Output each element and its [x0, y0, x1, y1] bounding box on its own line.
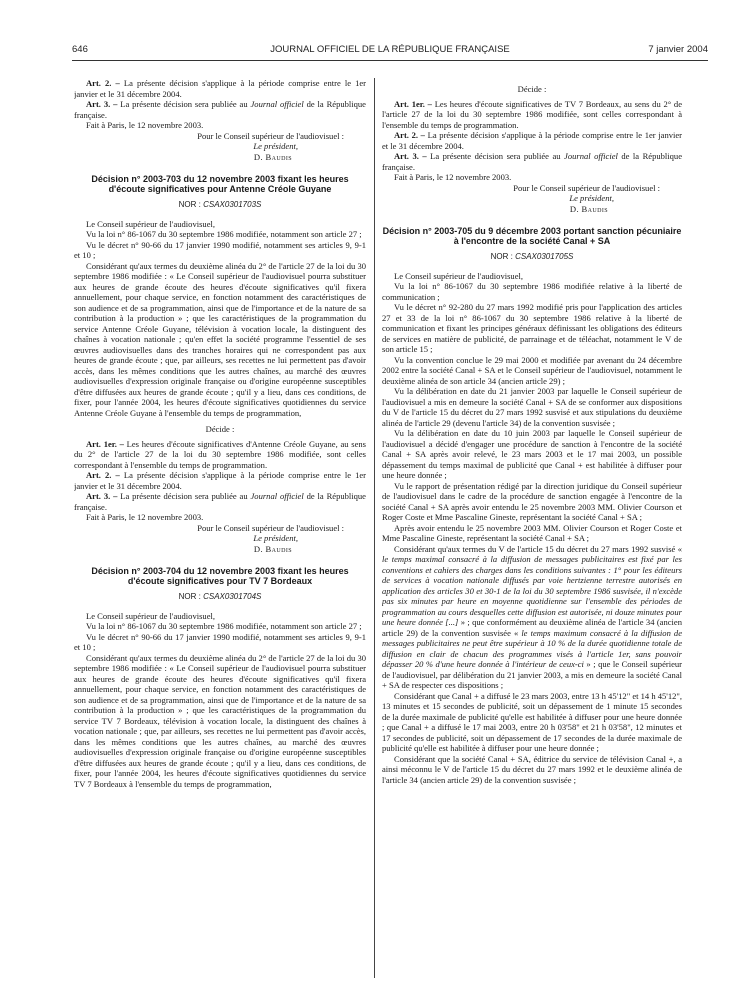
d703-article-1: Art. 1er. – Les heures d'écoute significatives d'Antenne Créole Guyane, au sens du 2° de l'article 27 de la loi du 30 septembre 1986 modifiée, sont celles correspondant à l'ensemble du temps de programmation.	[74, 438, 366, 470]
d703-fait: Fait à Paris, le 12 novembre 2003.	[86, 512, 204, 522]
page-header	[72, 44, 708, 60]
signature-pour: Pour le Conseil supérieur de l'audiovisuel :	[197, 130, 344, 141]
d704-fait: Fait à Paris, le 12 novembre 2003.	[394, 172, 512, 182]
fait-a-paris: Fait à Paris, le 12 novembre 2003.	[86, 120, 204, 130]
d703-signature-name: D. Baudis	[253, 543, 292, 554]
d704-signature-president: Le président,	[569, 193, 614, 203]
decision-705-nor: NOR : CSAX0301705S	[490, 252, 574, 261]
decision-704-title: Décision n° 2003-704 du 12 novembre 2003 fixant les heures d'écoute significatives pour TV 7 Bordeaux	[91, 566, 349, 586]
d704-article-2: Art. 2. – La présente décision s'applique à la période comprise entre le 1er janvier et le 31 décembre 2004.	[382, 130, 682, 151]
right-column	[382, 78, 682, 982]
article-2: Art. 2. – La présente décision s'applique à la période comprise entre le 1er janvier et le 31 décembre 2004.	[74, 78, 366, 99]
d703-article-2: Art. 2. – La présente décision s'applique à la période comprise entre le 1er janvier et le 31 décembre 2004.	[74, 470, 366, 491]
left-column	[74, 78, 366, 982]
d703-article-3: Art. 3. – La présente décision sera publiée au Journal officiel de la République française.	[74, 491, 366, 512]
column-divider	[374, 78, 375, 978]
article-3: Art. 3. – La présente décision sera publiée au Journal officiel de la République française.	[74, 99, 366, 120]
d705-vu-convention: Vu la convention conclue le 29 mai 2000 et modifiée par avenant du 24 décembre 2002 entre la société Canal + SA et le Conseil supérieur de l'audiovisuel, notamment le deuxième alinéa de son article 34 (ancien article 29) ;	[382, 354, 682, 386]
header-rule	[72, 60, 708, 61]
d705-vu-deliberation-janvier: Vu la délibération en date du 21 janvier 2003 par laquelle le Conseil supérieur de l'audiovisuel a mis en demeure la société Canal + SA de se conformer aux dispositions du V de l'article 15 du décret du 27 mars 1992 susvisé et aux stipulations du deuxième alinéa de l'article 29 (devenu l'article 34) de la convention susvisée ;	[382, 386, 682, 428]
d704-article-1: Art. 1er. – Les heures d'écoute significatives de TV 7 Bordeaux, au sens du 2° de l'article 27 de la loi du 30 septembre 1986 modifiée, sont celles correspondant à l'ensemble du temps de programmation.	[382, 98, 682, 130]
d704-article-3: Art. 3. – La présente décision sera publiée au Journal officiel de la République française.	[382, 151, 682, 172]
d703-signature-president: Le président,	[253, 533, 298, 543]
d704-vu-decret: Vu le décret n° 90-66 du 17 janvier 1990 modifié, notamment ses articles 9, 9-1 et 10 ;	[74, 631, 366, 652]
d705-vu-deliberation-juin: Vu la délibération en date du 10 juin 2003 par laquelle le Conseil supérieur de l'audiovisuel a décidé d'engager une procédure de sanction à l'encontre de la société Canal + SA après avoir relevé, le 23 mars 2003 et le 17 mai 2003, un possible dépassement du temps maximal de publicité que Canal + est habilitée à diffuser pour une heure donnée ;	[382, 428, 682, 480]
d705-considerant-meconnu: Considérant que la société Canal + SA, éditrice du service de télévision Canal +, a ainsi méconnu le V de l'article 15 du décret du 27 mars 1992 et le deuxième alinéa de l'article 34 (ancien article 29) de la convention susvisée ;	[382, 753, 682, 785]
d705-apres-entendu: Après avoir entendu le 25 novembre 2003 MM. Olivier Courson et Roger Coste et Mme Pascaline Gineste, représentant la société Canal + SA ;	[382, 522, 682, 543]
d703-vu-decret: Vu le décret n° 90-66 du 17 janvier 1990 modifié, notamment ses articles 9, 9-1 et 10 ;	[74, 239, 366, 260]
d705-considerant-termes: Considérant qu'aux termes du V de l'article 15 du décret du 27 mars 1992 susvisé « le temps maximal consacré à la diffusion de messages publicitaires est fixé par les conventions et cahiers des charges dans les conditions suivantes : 1° pour les éditeurs de services à vocation nationale diffusés par voie hertzienne terrestre autorisés en application des articles 30 et 30-1 de la loi du 30 septembre 1986 susvisée, il n'excède pas six minutes par heure en moyenne quotidienne sur l'ensemble des périodes de programmation au cours desquelles cette diffusion est autorisée, ni douze minutes pour une heure donnée [...] » ; que conformément au deuxième alinéa de l'article 34 (ancien article 29) de la convention susvisée « le temps maximum consacré à la diffusion de messages publicitaires ne peut être supérieur à 10 % de la durée quotidienne totale de diffusion en clair de chacun des programmes visés à l'article 1er, sans pouvoir dépasser 20 % d'une heure donnée à l'intérieur de ceux-ci » ; que le Conseil supérieur de l'audiovisuel, par délibération du 21 janvier 2003, a mis en demeure la société Canal + SA de respecter ces dispositions ;	[382, 543, 682, 690]
d705-conseil: Le Conseil supérieur de l'audiovisuel,	[394, 270, 524, 281]
issue-date: 7 janvier 2004	[648, 44, 708, 55]
d704-conseil: Le Conseil supérieur de l'audiovisuel,	[86, 610, 216, 621]
d703-conseil: Le Conseil supérieur de l'audiovisuel,	[86, 218, 216, 229]
d704-signature-pour: Pour le Conseil supérieur de l'audiovisuel :	[513, 182, 660, 193]
signature-president: Le président,	[253, 141, 298, 151]
decision-704-nor: NOR : CSAX0301704S	[178, 592, 262, 601]
d703-vu-loi: Vu la loi n° 86-1067 du 30 septembre 1986 modifiée, notamment son article 27 ;	[86, 229, 362, 239]
d705-vu-rapport: Vu le rapport de présentation rédigé par la direction juridique du Conseil supérieur de l'audiovisuel dans le cadre de la procédure de sanction engagée à l'encontre de la société Canal + SA après avoir entendu le 25 novembre 2003 MM. Olivier Courson et Roger Coste et Mme Pascaline Gineste, représentant la société Canal + SA ;	[382, 480, 682, 522]
signature-name: D. Baudis	[253, 151, 292, 162]
decision-703-nor: NOR : CSAX0301703S	[178, 200, 262, 209]
d705-considerant-diffusion: Considérant que Canal + a diffusé le 23 mars 2003, entre 13 h 45'12" et 14 h 45'12", 13 minutes et 15 secondes de publicité, soit un dépassement de 1 minute 15 secondes de la durée maximale de publicité qu'elle est habilitée à diffuser pour une heure donnée ; que Canal + a diffusé le 17 mai 2003, entre 20 h 03'58" et 21 h 03'58", 12 minutes et 17 secondes de publicité, soit un dépassement de 17 secondes de la durée maximale de publicité qu'elle est habilitée à diffuser pour une heure donnée ;	[382, 690, 682, 753]
d703-signature-pour: Pour le Conseil supérieur de l'audiovisuel :	[197, 522, 344, 533]
d704-considerant: Considérant qu'aux termes du deuxième alinéa du 2° de l'article 27 de la loi du 30 septembre 1986 modifiée : « Le Conseil supérieur de l'audiovisuel pourra substituer aux heures de grande écoute des heures d'écoute significatives qu'il fixera annuellement, pour chaque service, en fonction notamment des caractéristiques de son audience et de sa programmation, ainsi que de l'importance et de la nature de sa contribution à la production » ; que les caractéristiques de la programmation du service TV 7 Bordeaux, télévision à vocation locale, la distinguent des chaînes à vocation nationale ; que, par ailleurs, ses recettes ne lui permettent pas d'avoir accès, dans les mêmes conditions que les autres chaînes, au marché des œuvres audiovisuelles d'expression originale française ou d'origine européenne susceptibles d'être diffusées aux heures de grande écoute ; qu'il y a lieu, dans ces conditions, de fixer, pour l'année 2004, les heures d'écoute significatives quotidiennes du service TV 7 Bordeaux à l'ensemble du temps de programmation,	[74, 652, 366, 789]
d705-vu-decret: Vu le décret n° 92-280 du 27 mars 1992 modifié pris pour l'application des articles 27 et 33 de la loi n° 86-1067 du 30 septembre 1986 relative à la liberté de communication et fixant les principes généraux définissant les obligations des éditeurs de services en matière de publicité, de parrainage et de téléachat, notamment le V de son article 15 ;	[382, 302, 682, 354]
journal-title: JOURNAL OFFICIEL DE LA RÉPUBLIQUE FRANÇAISE	[270, 44, 510, 55]
d704-vu-loi: Vu la loi n° 86-1067 du 30 septembre 1986 modifiée, notamment son article 27 ;	[86, 621, 362, 631]
decision-705-title: Décision n° 2003-705 du 9 décembre 2003 portant sanction pécuniaire à l'encontre de la société Canal + SA	[382, 226, 682, 246]
d705-vu-loi: Vu la loi n° 86-1067 du 30 septembre 1986 modifiée relative à la liberté de communication ;	[382, 281, 682, 302]
d703-considerant: Considérant qu'aux termes du deuxième alinéa du 2° de l'article 27 de la loi du 30 septembre 1986 modifiée : « Le Conseil supérieur de l'audiovisuel pourra substituer aux heures de grande écoute des heures d'écoute significatives qu'il fixera annuellement, pour chaque service, en fonction notamment des caractéristiques de son audience et de sa programmation, ainsi que de l'importance et de la nature de sa contribution à la production » ; que les caractéristiques de la programmation du service Antenne Créole Guyane, télévision à vocation locale, la distinguent des chaînes à vocation nationale ; qu'en effet la société programme l'essentiel de ses œuvres audiovisuelles dans des tranches horaires qui ne correspondent pas aux heures de grande écoute ; que, par ailleurs, ses recettes ne lui permettent pas d'avoir accès, dans les mêmes conditions que les autres chaînes, au marché des œuvres audiovisuelles d'expression originale française ou d'origine européenne susceptibles d'être diffusées aux heures de grande écoute ; qu'il y a lieu, dans ces conditions, de fixer, pour l'année 2004, les heures d'écoute significatives quotidiennes du service Antenne Créole Guyane à l'ensemble du temps de programmation,	[74, 260, 366, 418]
d703-decide: Décide :	[205, 424, 235, 434]
decision-703-title: Décision n° 2003-703 du 12 novembre 2003 fixant les heures d'écoute significatives pour Antenne Créole Guyane	[91, 174, 349, 194]
d704-signature-name: D. Baudis	[569, 203, 608, 214]
d704-decide: Décide :	[517, 84, 547, 94]
page-number: 646	[72, 44, 88, 55]
